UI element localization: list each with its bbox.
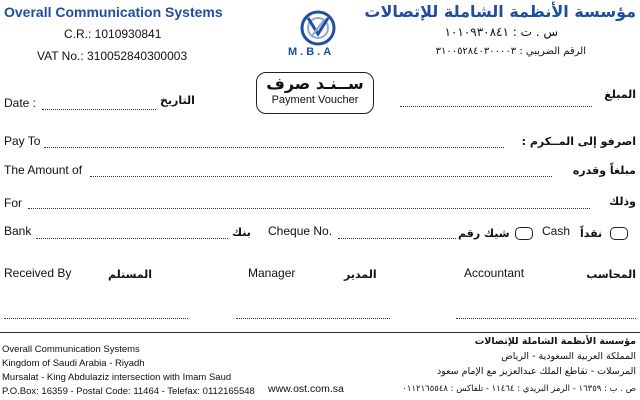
vat-number-ar: الرقم الضريبي : ٣١٠٠٥٢٨٤٠٣٠٠٠٠٣ <box>435 46 586 57</box>
voucher-title-en: Payment Voucher <box>271 94 359 106</box>
footer-divider <box>0 332 640 333</box>
for-label-en: For <box>4 196 22 210</box>
pay-to-label-ar: اصرفو إلى المــكرم : <box>521 135 636 148</box>
amount-of-field[interactable] <box>90 176 552 177</box>
logo-text: M.B.A <box>288 46 335 58</box>
company-name-ar: مؤسسة الأنظمة الشاملة للإتصالات <box>364 2 636 21</box>
amount-field[interactable] <box>400 106 592 107</box>
voucher-title-box <box>256 72 374 114</box>
manager-label-en: Manager <box>248 266 296 280</box>
accountant-label-ar: المحاسب <box>586 268 636 281</box>
cash-checkbox[interactable] <box>610 227 628 240</box>
footer-country-en: Kingdom of Saudi Arabia - Riyadh <box>2 358 145 369</box>
received-by-label-en: Received By <box>4 266 72 280</box>
amount-label-ar: المبلغ <box>604 88 636 101</box>
footer-address-en: Mursalat - King Abdulaziz intersection with Imam Saud <box>2 372 232 383</box>
footer-pobox-ar: ص . ب : ١٦٣٥٩ - الرمز البريدي : ١١٤٦٤ - تلفاكس : ٠١١٢١٦٥٥٤٨ <box>402 384 636 394</box>
bank-label-ar: بنك <box>232 226 251 239</box>
for-label-ar: وذلك <box>609 195 636 208</box>
company-name-en: Overall Communication Systems <box>4 4 223 20</box>
accountant-signature-line[interactable] <box>456 318 636 319</box>
cash-label-ar: نقداً <box>580 227 603 240</box>
cr-number-ar: س . ت : ١٠١٠٩٣٠٨٤١ <box>444 25 558 39</box>
date-label-en: Date : <box>4 96 37 110</box>
pay-to-field[interactable] <box>44 147 504 148</box>
for-field[interactable] <box>28 208 590 209</box>
website-link[interactable]: www.ost.com.sa <box>268 383 344 395</box>
voucher-title-ar: ســنـد صرف <box>266 74 364 93</box>
bank-field[interactable] <box>36 238 228 239</box>
vat-number-en: VAT No.: 310052840300003 <box>37 49 188 63</box>
cheque-label-ar: شيك رقم <box>458 227 510 240</box>
cheque-label-en: Cheque No. <box>268 224 333 238</box>
footer-company-ar: مؤسسة الأنظمة الشاملة للإتصالات <box>474 336 636 347</box>
date-label-ar: التاريخ <box>160 94 195 107</box>
cheque-checkbox[interactable] <box>515 227 533 240</box>
amount-of-label-en: The Amount of <box>4 163 83 177</box>
footer-address-ar: المرسلات - تقاطع الملك عبدالعزيز مع الإمام سعود <box>436 366 636 377</box>
footer-country-ar: المملكة العربية السعودية - الرياض <box>501 351 636 362</box>
manager-label-ar: المدير <box>344 268 377 281</box>
footer-company-en: Overall Communication Systems <box>2 344 140 355</box>
cr-number-en: C.R.: 1010930841 <box>64 27 162 41</box>
received-by-signature-line[interactable] <box>4 318 188 319</box>
pay-to-label-en: Pay To <box>4 134 41 148</box>
received-by-label-ar: المستلم <box>108 268 153 281</box>
manager-signature-line[interactable] <box>236 318 390 319</box>
cash-label-en: Cash <box>542 224 571 238</box>
bank-label-en: Bank <box>4 224 32 238</box>
footer-pobox-en: P.O.Box: 16359 - Postal Code: 11464 - Telefax: 0112165548 <box>2 386 255 397</box>
amount-of-label-ar: مبلغاً وقدره <box>572 164 636 177</box>
cheque-field[interactable] <box>338 238 456 239</box>
accountant-label-en: Accountant <box>464 266 525 280</box>
date-field[interactable] <box>42 109 156 110</box>
